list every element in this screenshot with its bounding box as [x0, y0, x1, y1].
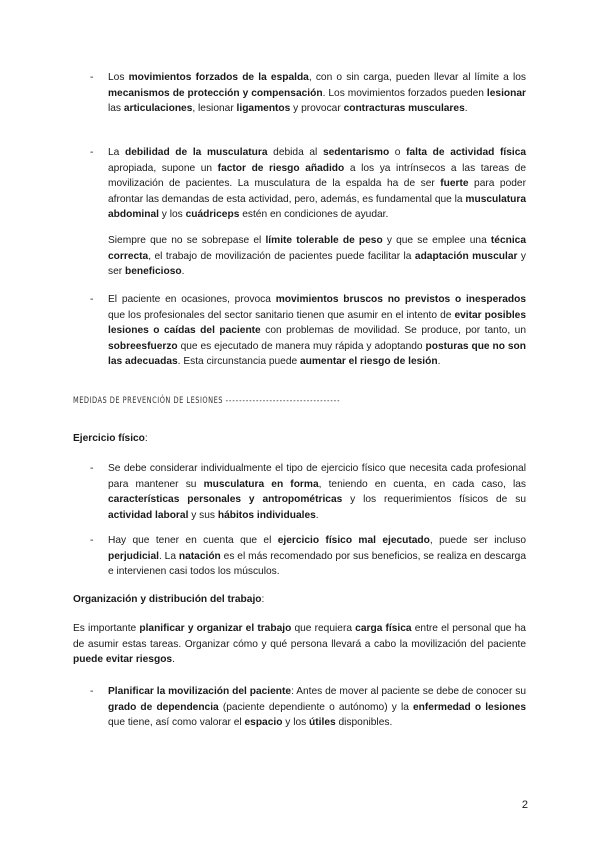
bullet-dash: - — [90, 147, 94, 158]
bullet-dash: - — [90, 294, 94, 305]
bullet-dash: - — [90, 535, 94, 546]
paragraph-bad-exercise: Hay que tener en cuenta que el ejercicio físico mal ejecutado, puede ser incluso perjudicial. La natación es el más recomendado por sus beneficios, se realiza en descarga e intervienen casi todos los músculos. — [108, 535, 527, 578]
page-number: 2 — [521, 799, 528, 811]
paragraph-plan-work: Es importante planificar y organizar el trabajo que requiera carga física entre el personal que ha de asumir estas tareas. Organizar cómo y qué persona llevará a cabo la movilización del paciente puede evitar riesgos. — [73, 623, 526, 666]
subheading-physical-exercise: Ejercicio físico: — [73, 433, 148, 444]
paragraph-plan-mobilization: Planificar la movilización del paciente: Antes de mover al paciente se debe de conocer su grado de dependencia (paciente dependiente o autónomo) y la enfermedad o lesiones que tiene, así como valorar el espacio y los útiles disponibles. — [108, 686, 526, 729]
paragraph-sudden-movements: El paciente en ocasiones, provoca movimientos bruscos no previstos o inesperados que los profesionales del sector sanitario tienen que asumir en el intento de evitar posibles lesiones o caídas del paciente con problemas de movilidad. Se produce, por tanto, un sobreesfuerzo que es ejecutado de manera muy rápida y adoptando posturas que no son las adecuadas. Esta circunstancia puede aumentar el riesgo de lesión. — [108, 294, 527, 368]
section-heading-text: MEDIDAS DE PREVENCIÓN DE LESIONES — [73, 396, 223, 406]
section-heading — [73, 394, 341, 410]
section-heading-rule: ---------------------------------- — [225, 396, 341, 406]
subheading-work-organization: Organización y distribución del trabajo: — [73, 594, 265, 605]
bullet-dash: - — [90, 72, 94, 83]
bullet-dash: - — [90, 463, 94, 474]
paragraph-muscle-weakness: La debilidad de la musculatura debida al sedentarismo o falta de actividad física apropiada, supone un factor de riesgo añadido a los ya intrínsecos a las tareas de movilización de pacientes. La musculatura de la espalda ha de ser fuerte para poder afrontar las demandas de esta actividad, pero, además, es fundamental que la musculatura abdominal y los cuádriceps estén en condiciones de ayudar. — [108, 147, 527, 221]
paragraph-exercise-type: Se debe considerar individualmente el tipo de ejercicio físico que necesita cada profesional para mantener su musculatura en forma, teniendo en cuenta, en cada caso, las características personales y antropométricas y los requerimientos físicos de su actividad laboral y sus hábitos individuales. — [108, 463, 526, 521]
paragraph-forced-movements: Los movimientos forzados de la espalda, con o sin carga, pueden llevar al límite a los mecanismos de protección y compensación. Los movimientos forzados pueden lesionar las articulaciones, lesionar ligamentos y provocar contracturas musculares. — [108, 72, 526, 115]
paragraph-weight-limit: Siempre que no se sobrepase el límite tolerable de peso y que se emplee una técnica correcta, el trabajo de movilización de pacientes puede facilitar la adaptación muscular y ser beneficioso. — [108, 235, 526, 278]
bullet-dash: - — [90, 686, 94, 697]
